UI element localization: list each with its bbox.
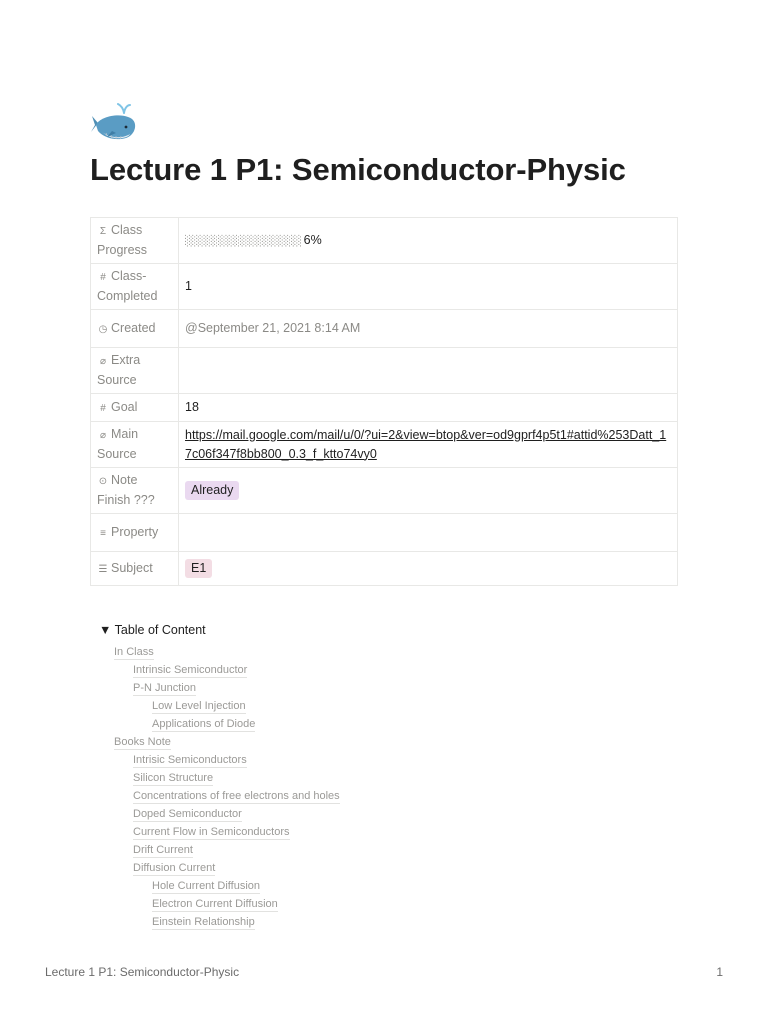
paperclip-icon: ⌀ [99,430,107,441]
tag-badge[interactable]: Already [185,481,239,500]
toc-item[interactable] [90,787,590,805]
toc-item[interactable] [90,697,590,715]
toggle-triangle-icon[interactable]: ▼ [99,623,112,637]
whale-icon [90,101,138,143]
toc-item[interactable] [90,751,590,769]
property-row [91,394,678,422]
toc-item[interactable] [90,913,590,931]
property-name-cell [91,310,179,348]
property-value-cell[interactable] [179,422,678,468]
toc-item-label[interactable]: Applications of Diode [152,718,256,730]
property-name-cell [91,348,179,394]
toc-item-label[interactable]: In Class [114,646,154,658]
property-row [91,264,678,310]
toc-item-label[interactable]: Low Level Injection [152,700,246,712]
toc-item[interactable] [90,643,590,661]
toc-item[interactable] [90,733,590,751]
multiselect-icon: ☰ [98,563,108,575]
property-value-cell[interactable] [179,514,678,552]
property-value-cell[interactable] [179,394,678,422]
number-icon: # [100,272,106,283]
table-of-contents [90,621,590,931]
property-name: Goal [111,399,138,414]
property-row [91,348,678,394]
property-name: Main Source [97,427,139,461]
tag-badge[interactable]: E1 [185,559,212,578]
property-value: 18 [185,400,199,414]
property-value-cell[interactable] [179,468,678,514]
footer-title: Lecture 1 P1: Semiconductor-Physic [45,965,240,979]
property-name-cell [91,422,179,468]
toc-item[interactable] [90,895,590,913]
property-row [91,310,678,348]
toc-item[interactable] [90,823,590,841]
toc-item-label[interactable]: Silicon Structure [133,772,214,784]
property-name-cell [91,514,179,552]
property-name-cell [91,552,179,586]
toc-item-label[interactable]: Hole Current Diffusion [152,880,261,892]
toc-item[interactable] [90,877,590,895]
progress-bar: ░░░░░░░░░░░░░░░░ [185,235,302,247]
property-name: Class-Completed [97,269,158,303]
property-value-cell[interactable] [179,552,678,586]
property-value-cell[interactable] [179,348,678,394]
paperclip-icon: ⌀ [99,356,107,367]
toc-item-label[interactable]: P-N Junction [133,682,196,694]
toc-list [90,643,590,931]
property-row [91,218,678,264]
toc-item-label[interactable]: Current Flow in Semiconductors [133,826,290,838]
property-row [91,422,678,468]
property-name: Created [111,320,156,335]
toc-item-label[interactable]: Intrinsic Semiconductor [133,664,248,676]
properties-table [90,217,678,586]
toc-item-label[interactable]: Books Note [114,736,171,748]
toc-item-label[interactable]: Electron Current Diffusion [152,898,278,910]
toc-item-label[interactable]: Doped Semiconductor [133,808,242,820]
number-icon: # [100,402,106,414]
toc-item-label[interactable]: Einstein Relationship [152,916,255,928]
toc-item-label[interactable]: Diffusion Current [133,862,216,874]
toc-item-label[interactable]: Concentrations of free electrons and holes [133,790,340,802]
created-date: @September 21, 2021 8:14 AM [185,321,361,335]
toc-heading: Table of Content [114,623,206,637]
clock-icon: ◷ [98,323,108,335]
property-row [91,514,678,552]
property-name-cell [91,468,179,514]
property-name: Note Finish ??? [97,473,155,507]
property-row [91,552,678,586]
select-icon: ⊙ [98,476,108,487]
property-value-cell[interactable] [179,310,678,348]
toc-item[interactable] [90,769,590,787]
property-name-cell [91,218,179,264]
page-title: Lecture 1 P1: Semiconductor-Physic [90,152,626,187]
toc-item-label[interactable]: Drift Current [133,844,193,856]
toc-item[interactable] [90,661,590,679]
footer-page-number: 1 [716,965,723,979]
toc-item[interactable] [90,679,590,697]
property-name: Subject [111,560,153,575]
property-row [91,468,678,514]
property-value-cell[interactable] [179,218,678,264]
progress-value: 6% [303,232,322,247]
toc-item[interactable] [90,715,590,733]
toc-item[interactable] [90,805,590,823]
toc-item-label[interactable]: Intrisic Semiconductors [133,754,247,766]
source-link[interactable]: https://mail.google.com/mail/u/0/?ui=2&view=btop&ver=od9gprf4p5t1#attid%253Datt_17c06f347f8bb800_0.3_f_ktto74vy0 [185,427,667,461]
text-lines-icon: ≡ [100,527,106,539]
property-name-cell [91,264,179,310]
sigma-icon: Σ [99,226,107,237]
property-name: Extra Source [97,353,141,387]
property-name: Class Progress [97,223,148,257]
property-name: Property [111,524,159,539]
property-name-cell [91,394,179,422]
property-value: 1 [185,279,192,293]
toc-item[interactable] [90,859,590,877]
property-value-cell[interactable] [179,264,678,310]
toc-toggle[interactable] [90,621,590,639]
toc-item[interactable] [90,841,590,859]
